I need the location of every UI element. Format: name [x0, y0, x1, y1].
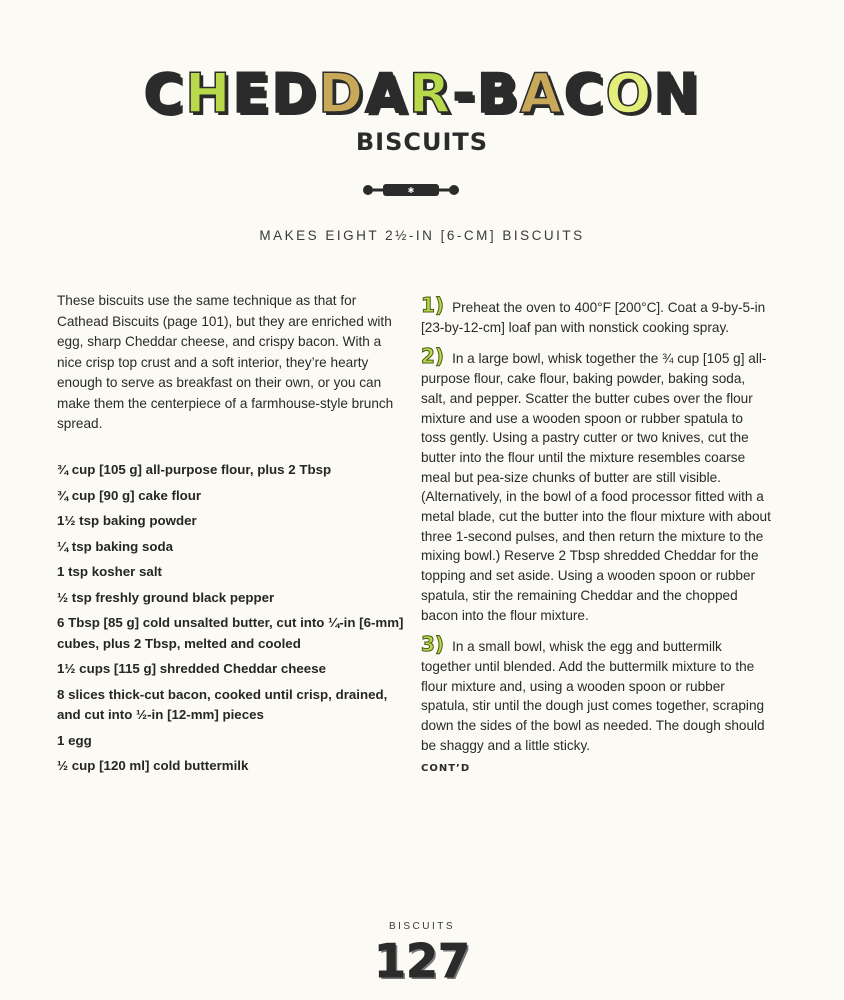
title-letter: D [271, 62, 319, 125]
ingredient-item: 1½ tsp baking powder [57, 513, 197, 528]
recipe-title [0, 62, 844, 126]
recipe-subtitle: BISCUITS [355, 128, 489, 156]
rolling-pin-icon [362, 182, 460, 198]
method-step [421, 344, 771, 625]
recipe-yield: MAKES EIGHT 2½-IN [6-CM] BISCUITS [259, 228, 585, 243]
ingredient-item: 6 Tbsp [85 g] cold unsalted butter, cut into ¼-in [6-mm] cubes, plus 2 Tbsp, melted and cooled [57, 615, 404, 651]
step-text: In a small bowl, whisk the egg and buttermilk together until blended. Add the buttermilk mixture to the flour mixture and, using a wooden spoon or rubber spatula, stir until the dough just comes together, scraping down the sides of the bowl as needed. The dough should be shaggy and a little sticky. [421, 639, 765, 753]
title-letter: A [519, 62, 564, 125]
title-letter: D [318, 62, 365, 125]
title-letter: A [364, 62, 409, 125]
title-letter: O [605, 62, 654, 125]
step-number: 2) [421, 344, 445, 369]
recipe-title-block [0, 62, 844, 156]
ingredient-item: ¾ cup [90 g] cake flour [57, 487, 202, 503]
title-letter: N [653, 62, 701, 125]
section-label: BISCUITS [388, 921, 456, 932]
title-letter: H [185, 62, 233, 125]
method-step [421, 293, 771, 337]
continued-label: CONT’D [421, 763, 471, 775]
step-number: 3) [421, 632, 445, 657]
ingredient-item: ¾ cup [105 g] all-purpose flour, plus 2 Tbsp [57, 462, 332, 477]
ingredient-item: ½ tsp freshly ground black pepper [57, 589, 275, 605]
ingredient-list [57, 460, 407, 782]
title-letter: B [476, 62, 520, 125]
method-steps [421, 293, 771, 775]
ingredient-item: 8 slices thick-cut bacon, cooked until crisp, drained, and cut into ½-in [12-mm] pieces [57, 686, 388, 722]
method-step [421, 632, 771, 755]
step-text: In a large bowl, whisk together the ¾ cup [105 g] all-purpose flour, cake flour, baking powder, baking soda, salt, and pepper. Scatter the butter cubes over the flour mixture and use a wooden spoon or rubber spatula to toss gently. Using a pastry cutter or two knives, cut the butter into the flour until the mixture resembles coarse meal but pea-size chunks of butter are still visible. (Alternatively, in the bowl of a food processor fitted with a metal blade, cut the butter into the flour mixture with about three 1-second pulses, and then return the mixture to the mixing bowl.) Reserve 2 Tbsp shredded Cheddar for the topping and set aside. Using a wooden spoon or rubber spatula, stir the remaining Cheddar and the chopped bacon into the flour mixture. [421, 351, 771, 623]
step-number: 1) [421, 293, 445, 317]
step-text: Preheat the oven to 400°F [200°C]. Coat a 9-by-5-in [23-by-12-cm] loaf pan with nonstick cooking spray. [421, 300, 766, 335]
svg-text:✱: ✱ [407, 186, 415, 195]
ingredient-item: 1 tsp kosher salt [57, 564, 162, 579]
title-letter: E [232, 62, 272, 125]
ingredient-item: 1 egg [57, 732, 92, 748]
title-letter: - [452, 62, 477, 125]
page-number: 127 [373, 934, 471, 988]
recipe-intro: These biscuits use the same technique as that for Cathead Biscuits (page 101), but they are enriched with egg, sharp Cheddar cheese, and crispy bacon. With a nice crisp top crust and a soft interior, they’re hearty enough to serve as breakfast on their own, or you can make them the centerpiece of a farmhouse-style brunch spread. [57, 293, 394, 431]
title-letter: C [143, 62, 186, 125]
ingredient-item: 1½ cups [115 g] shredded Cheddar cheese [57, 661, 326, 676]
ingredient-item: ½ cup [120 ml] cold buttermilk [57, 758, 249, 773]
title-letter: R [408, 62, 453, 125]
ingredient-item: ¼ tsp baking soda [57, 538, 174, 554]
title-letter: C [563, 62, 606, 125]
